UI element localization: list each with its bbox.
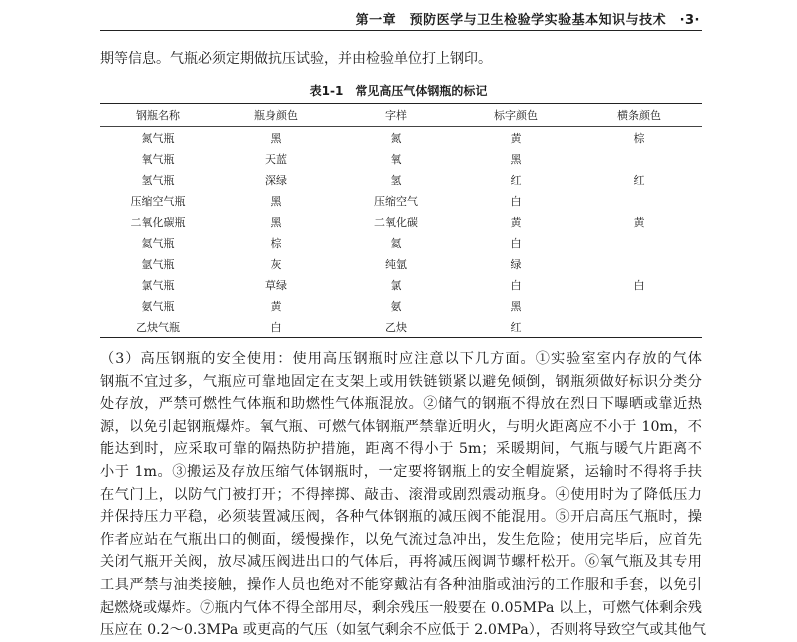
table-cell: 氩气瓶 [141, 257, 175, 271]
table-cell: 氢 [390, 173, 402, 187]
table-cell: 灰 [270, 257, 282, 271]
table-cell: 黑 [510, 152, 522, 166]
table-cell: 白 [270, 320, 282, 334]
table-row [100, 127, 702, 148]
paragraph-line: 能达到时，应采取可靠的隔热防护措施，距离不得小于 5m；采暖期间，气瓶与暖气片距离不 [100, 441, 702, 458]
table-row [100, 295, 702, 316]
column-header: 钢瓶名称 [136, 109, 180, 122]
table-cell: 氢气瓶 [141, 173, 175, 187]
table-cell: 黑 [270, 194, 282, 208]
table-cell: 黄 [510, 215, 522, 229]
paragraph-line: 关闭气瓶开关阀，放尽减压阀进出口的气体后，再将减压阀调节螺杆松开。⑥氧气瓶及其专用 [100, 554, 702, 571]
table-title: 表1-1 常见高压气体钢瓶的标记 [309, 84, 488, 98]
table-cell: 红 [633, 173, 645, 187]
table-row [100, 232, 702, 253]
table-cell: 压缩空气瓶 [130, 194, 186, 208]
table-cell: 深绿 [265, 173, 287, 187]
table-cell: 氯气瓶 [141, 278, 175, 292]
paragraph-line: 压应在 0.2～0.3MPa 或更高的气压（如氢气剩余不应低于 2.0MPa），否则将导致空气或其他气 [100, 622, 707, 639]
table-cell: 压缩空气 [374, 194, 418, 208]
paragraph-line: 作者应站在气瓶出口的侧面，缓慢操作，以免气流过急冲出，发生危险；使用完毕后，应首先 [100, 531, 702, 548]
table-cell: 棕 [270, 236, 282, 250]
header-text: 第一章 预防医学与卫生检验学实验基本知识与技术 ·3· [355, 13, 700, 28]
table-cell: 白 [510, 236, 522, 250]
table-cell: 氮 [390, 131, 402, 145]
table-row [100, 148, 702, 169]
table-cell: 氨气瓶 [141, 299, 175, 313]
table-cell: 氨 [390, 299, 402, 313]
paragraph-line: 起燃烧或爆炸。⑦瓶内气体不得全部用尽，剩余残压一般要在 0.05MPa 以上，可燃气体剩余残 [100, 599, 702, 616]
table-cell: 氮气瓶 [141, 131, 175, 145]
intro-text: 期等信息。气瓶必须定期做抗压试验，并由检验单位打上钢印。 [100, 51, 492, 67]
table-body [100, 127, 702, 337]
table-cell: 红 [510, 320, 522, 334]
table-cell: 二氧化碳 [374, 215, 418, 229]
paragraph-line: 小于 1m。③搬运及存放压缩气体钢瓶时，一定要将钢瓶上的安全帽旋紧，运输时不得将手扶 [100, 463, 702, 480]
column-header: 标字颜色 [494, 109, 538, 122]
table-cell: 天蓝 [265, 152, 287, 166]
column-header: 横条颜色 [617, 109, 661, 122]
table-cell: 乙炔气瓶 [136, 320, 180, 334]
table-cell: 棕 [633, 131, 645, 145]
table-cell: 绿 [510, 257, 522, 271]
paragraph-line: 源，以免引起钢瓶爆炸。氧气瓶、可燃气体钢瓶严禁靠近明火，与明火距离应不小于 10m，不 [100, 418, 702, 435]
table-cell: 黑 [270, 131, 282, 145]
table-row [100, 190, 702, 211]
paragraph-line: 工具严禁与油类接触，操作人员也绝对不能穿戴沾有各种油脂或油污的工作服和手套，以免引 [100, 576, 702, 593]
table-cell: 黄 [510, 131, 522, 145]
table-header-row [100, 104, 702, 127]
table-row [100, 274, 702, 295]
table-cell: 黑 [510, 299, 522, 313]
table-cell: 纯氩 [385, 257, 407, 271]
gas-cylinder-table [100, 103, 702, 338]
table-cell: 黄 [633, 215, 645, 229]
paragraph-line: 钢瓶不宜过多，气瓶应可靠地固定在支架上或用铁链锁紧以避免倾倒，钢瓶须做好标识分类分 [100, 373, 702, 390]
paragraph-line: （3）高压钢瓶的安全使用：使用高压钢瓶时应注意以下几方面。①实验室室内存放的气体 [100, 351, 702, 367]
table-cell: 氧 [390, 152, 402, 166]
table-cell: 白 [510, 278, 522, 292]
page-header [100, 0, 702, 31]
table-row [100, 253, 702, 274]
table-cell: 氦 [390, 236, 402, 250]
paragraph-line: 处存放，严禁可燃性气体瓶和助燃性气体瓶混放。②储气的钢瓶不得放在烈日下曝晒或靠近热 [100, 396, 702, 413]
table-cell: 红 [510, 173, 522, 187]
table-cell: 草绿 [265, 278, 287, 292]
table-cell: 白 [510, 194, 522, 208]
column-header: 瓶身颜色 [254, 109, 298, 122]
table-row [100, 316, 702, 337]
table-cell: 二氧化碳瓶 [130, 215, 186, 229]
table-cell: 乙炔 [385, 320, 407, 334]
table-row [100, 169, 702, 190]
table-cell: 黑 [270, 215, 282, 229]
table-cell: 氯 [390, 278, 402, 292]
table-cell: 氦气瓶 [141, 236, 175, 250]
paragraph-line: 在气门上，以防气门被打开；不得摔掷、敲击、滚滑或剧烈震动瓶身。④使用时为了降低压力 [100, 486, 702, 503]
table-cell: 氧气瓶 [141, 152, 175, 166]
safety-paragraph [100, 348, 707, 642]
column-header: 字样 [385, 109, 407, 122]
table-row [100, 211, 702, 232]
paragraph-line: 并保持压力平稳，必须装置减压阀，各种气体钢瓶的减压阀不能混用。⑤开启高压气瓶时，操 [100, 509, 702, 526]
table-cell: 黄 [270, 299, 282, 313]
table-cell: 白 [633, 278, 645, 292]
